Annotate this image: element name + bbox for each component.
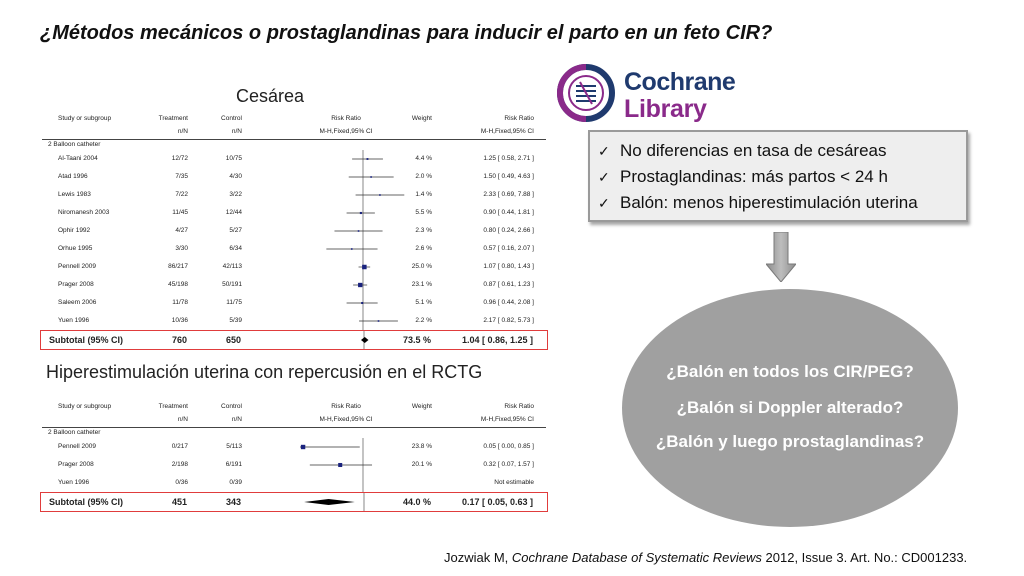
header-treatment: Treatment xyxy=(158,115,188,122)
table-row xyxy=(40,204,548,222)
header-method-ci: M-H,Fixed,95% CI xyxy=(480,416,534,423)
treatment-value: 0/217 xyxy=(171,443,188,450)
risk-ratio-ci-value: Not estimable xyxy=(494,479,534,486)
control-value: 50/191 xyxy=(222,281,242,288)
point-estimate-marker xyxy=(379,194,381,196)
plot-cell xyxy=(298,294,428,312)
slide-title: ¿Métodos mecánicos o prostaglandinas para inducir el parto en un feto CIR? xyxy=(40,22,773,44)
control-value: 6/34 xyxy=(229,245,242,252)
table-row xyxy=(40,222,548,240)
plot-cell xyxy=(298,222,428,240)
subtotal-label: Subtotal (95% CI) xyxy=(49,497,124,507)
risk-ratio-ci-value: 1.25 [ 0.58, 2.71 ] xyxy=(483,155,534,162)
subtotal-weight: 44.0 % xyxy=(402,497,431,507)
treatment-value: 10/36 xyxy=(171,317,188,324)
table-row xyxy=(40,294,548,312)
subtotal-diamond xyxy=(304,499,355,505)
logo-text-library: Library xyxy=(624,95,707,123)
risk-ratio-ci-value: 1.50 [ 0.49, 4.63 ] xyxy=(483,173,534,180)
table-row xyxy=(40,456,548,474)
logo-text-cochrane: Cochrane xyxy=(624,68,736,96)
group-row xyxy=(40,428,548,438)
checkmark-icon: ✓ xyxy=(598,142,610,159)
risk-ratio-ci-value: 2.33 [ 0.69, 7.88 ] xyxy=(483,191,534,198)
weight-value: 1.4 % xyxy=(415,191,432,198)
question-text: ¿Balón en todos los CIR/PEG? xyxy=(666,362,914,381)
header-method-ci: M-H,Fixed,95% CI xyxy=(480,128,534,135)
citation-journal: Cochrane Database of Systematic Reviews xyxy=(511,550,762,565)
findings-box xyxy=(588,130,968,222)
plot-cell xyxy=(298,150,428,168)
plot-cell xyxy=(298,258,428,276)
study-name: Al-Taani 2004 xyxy=(58,155,98,162)
section-title-cesarea: Cesárea xyxy=(236,86,305,106)
risk-ratio-ci-value: 0.96 [ 0.44, 2.08 ] xyxy=(483,299,534,306)
subtotal-weight: 73.5 % xyxy=(402,335,431,345)
header-method: M-H,Fixed,95% CI xyxy=(319,128,373,135)
table-header-row xyxy=(40,398,548,416)
plot-cell xyxy=(298,438,428,456)
table-row xyxy=(40,474,548,492)
subtotal-control: 650 xyxy=(225,335,241,345)
weight-value: 2.6 % xyxy=(415,245,432,252)
weight-value: 2.2 % xyxy=(415,317,432,324)
point-estimate-marker xyxy=(358,283,362,287)
header-risk-ratio: Risk Ratio xyxy=(331,115,361,122)
subtotal-control: 343 xyxy=(225,497,241,507)
subtotal-plot-cell xyxy=(299,493,429,511)
control-value: 10/75 xyxy=(225,155,242,162)
header-risk-ratio-ci: Risk Ratio xyxy=(504,115,534,122)
header-weight: Weight xyxy=(411,115,432,122)
control-value: 6/191 xyxy=(225,461,242,468)
header-study: Study or subgroup xyxy=(58,403,112,410)
weight-value: 2.0 % xyxy=(415,173,432,180)
finding-item xyxy=(598,138,958,164)
study-name: Yuen 1996 xyxy=(58,479,90,486)
study-name: Saleem 2006 xyxy=(58,299,97,306)
control-value: 0/39 xyxy=(229,479,242,486)
weight-value: 23.1 % xyxy=(411,281,432,288)
risk-ratio-ci-value: 2.17 [ 0.82, 5.73 ] xyxy=(483,317,534,324)
weight-value: 25.0 % xyxy=(411,263,432,270)
weight-value: 20.1 % xyxy=(411,461,432,468)
group-row xyxy=(40,140,548,150)
control-value: 4/30 xyxy=(229,173,242,180)
header-risk-ratio: Risk Ratio xyxy=(331,403,361,410)
plot-cell xyxy=(298,312,428,330)
header-control: Control xyxy=(221,115,242,122)
question-text: ¿Balón si Doppler alterado? xyxy=(676,398,904,417)
table-row xyxy=(40,150,548,168)
treatment-value: 0/36 xyxy=(175,479,188,486)
subtotal-ci: 0.17 [ 0.05, 0.63 ] xyxy=(461,497,533,507)
treatment-value: 4/27 xyxy=(175,227,188,234)
header-control-nn: n/N xyxy=(231,128,242,135)
table-header-row xyxy=(40,110,548,128)
header-study: Study or subgroup xyxy=(58,115,112,122)
section-title-hiperestimulacion: Hiperestimulación uterina con repercusión en el RCTG xyxy=(46,362,483,382)
study-name: Yuen 1996 xyxy=(58,317,90,324)
control-value: 5/39 xyxy=(229,317,242,324)
weight-value: 2.3 % xyxy=(415,227,432,234)
point-estimate-marker xyxy=(301,445,305,449)
finding-text: Prostaglandinas: más partos < 24 h xyxy=(620,167,888,186)
cochrane-logo-icon xyxy=(556,62,618,124)
study-name: Ophir 1992 xyxy=(58,227,91,234)
treatment-value: 45/198 xyxy=(168,281,188,288)
header-weight: Weight xyxy=(411,403,432,410)
control-value: 3/22 xyxy=(229,191,242,198)
treatment-value: 12/72 xyxy=(171,155,188,162)
down-arrow-icon xyxy=(766,232,796,282)
forest-plot-hiperestimulacion xyxy=(40,398,548,512)
plot-cell xyxy=(298,240,428,258)
treatment-value: 3/30 xyxy=(175,245,188,252)
point-estimate-marker xyxy=(338,463,342,467)
header-risk-ratio-ci: Risk Ratio xyxy=(504,403,534,410)
finding-text: Balón: menos hiperestimulación uterina xyxy=(620,193,918,212)
risk-ratio-ci-value: 0.87 [ 0.61, 1.23 ] xyxy=(483,281,534,288)
weight-value: 23.8 % xyxy=(411,443,432,450)
subtotal-treatment: 451 xyxy=(171,497,187,507)
treatment-value: 7/22 xyxy=(175,191,188,198)
point-estimate-marker xyxy=(361,302,363,304)
header-treatment-nn: n/N xyxy=(177,128,188,135)
forest-plot-cesarea xyxy=(40,110,548,350)
header-treatment: Treatment xyxy=(158,403,188,410)
control-value: 5/27 xyxy=(229,227,242,234)
risk-ratio-ci-value: 0.32 [ 0.07, 1.57 ] xyxy=(483,461,534,468)
treatment-value: 2/198 xyxy=(171,461,188,468)
checkmark-icon: ✓ xyxy=(598,194,610,211)
weight-value: 5.1 % xyxy=(415,299,432,306)
table-row xyxy=(40,240,548,258)
point-estimate-marker xyxy=(378,320,380,322)
control-value: 5/113 xyxy=(226,443,242,450)
point-estimate-marker xyxy=(362,265,367,270)
control-value: 12/44 xyxy=(225,209,242,216)
subtotal-label: Subtotal (95% CI) xyxy=(49,335,124,345)
finding-item xyxy=(598,190,958,216)
checkmark-icon: ✓ xyxy=(598,168,610,185)
header-treatment-nn: n/N xyxy=(177,416,188,423)
subtotal-plot-cell xyxy=(299,331,429,349)
weight-value: 5.5 % xyxy=(415,209,432,216)
study-name: Atad 1996 xyxy=(58,173,88,180)
finding-text: No diferencias en tasa de cesáreas xyxy=(620,141,887,160)
point-estimate-marker xyxy=(360,212,362,214)
study-name: Prager 2008 xyxy=(58,281,94,288)
risk-ratio-ci-value: 0.90 [ 0.44, 1.81 ] xyxy=(483,209,534,216)
subtotal-row xyxy=(40,330,548,350)
header-control: Control xyxy=(221,403,242,410)
question-text: ¿Balón y luego prostaglandinas? xyxy=(655,432,925,451)
subtotal-diamond xyxy=(361,337,368,343)
group-label: 2 Balloon catheter xyxy=(48,141,101,148)
citation-authors: Jozwiak M, xyxy=(444,550,512,565)
header-method: M-H,Fixed,95% CI xyxy=(319,416,373,423)
plot-cell xyxy=(298,456,428,474)
control-value: 11/75 xyxy=(226,299,242,306)
point-estimate-marker xyxy=(351,248,353,250)
plot-cell xyxy=(298,168,428,186)
plot-cell xyxy=(298,276,428,294)
study-name: Prager 2008 xyxy=(58,461,94,468)
point-estimate-marker xyxy=(367,158,369,160)
study-name: Niromanesh 2003 xyxy=(58,209,110,216)
table-row xyxy=(40,438,548,456)
citation xyxy=(444,550,967,565)
risk-ratio-ci-value: 0.57 [ 0.16, 2.07 ] xyxy=(483,245,534,252)
finding-item xyxy=(598,164,958,190)
table-row xyxy=(40,186,548,204)
point-estimate-marker xyxy=(358,230,360,232)
plot-cell xyxy=(298,474,428,492)
treatment-value: 7/35 xyxy=(175,173,188,180)
control-value: 42/113 xyxy=(222,263,242,270)
study-name: Orhue 1995 xyxy=(58,245,93,252)
group-label: 2 Balloon catheter xyxy=(48,429,101,436)
risk-ratio-ci-value: 0.80 [ 0.24, 2.66 ] xyxy=(483,227,534,234)
cochrane-library-logo xyxy=(556,62,746,126)
treatment-value: 11/78 xyxy=(172,299,188,306)
treatment-value: 86/217 xyxy=(168,263,188,270)
table-row xyxy=(40,168,548,186)
table-header-row xyxy=(40,128,548,140)
plot-cell xyxy=(298,204,428,222)
table-row xyxy=(40,276,548,294)
citation-details: 2012, Issue 3. Art. No.: CD001233. xyxy=(761,550,968,565)
table-row xyxy=(40,258,548,276)
point-estimate-marker xyxy=(370,176,372,178)
subtotal-treatment: 760 xyxy=(171,335,187,345)
study-name: Pennell 2009 xyxy=(58,263,96,270)
treatment-value: 11/45 xyxy=(172,209,188,216)
table-header-row xyxy=(40,416,548,428)
plot-cell xyxy=(298,186,428,204)
subtotal-row xyxy=(40,492,548,512)
header-control-nn: n/N xyxy=(231,416,242,423)
subtotal-ci: 1.04 [ 0.86, 1.25 ] xyxy=(461,335,533,345)
risk-ratio-ci-value: 1.07 [ 0.80, 1.43 ] xyxy=(483,263,534,270)
table-row xyxy=(40,312,548,330)
weight-value: 4.4 % xyxy=(415,155,432,162)
study-name: Pennell 2009 xyxy=(58,443,96,450)
study-name: Lewis 1983 xyxy=(58,191,91,198)
risk-ratio-ci-value: 0.05 [ 0.00, 0.85 ] xyxy=(483,443,534,450)
